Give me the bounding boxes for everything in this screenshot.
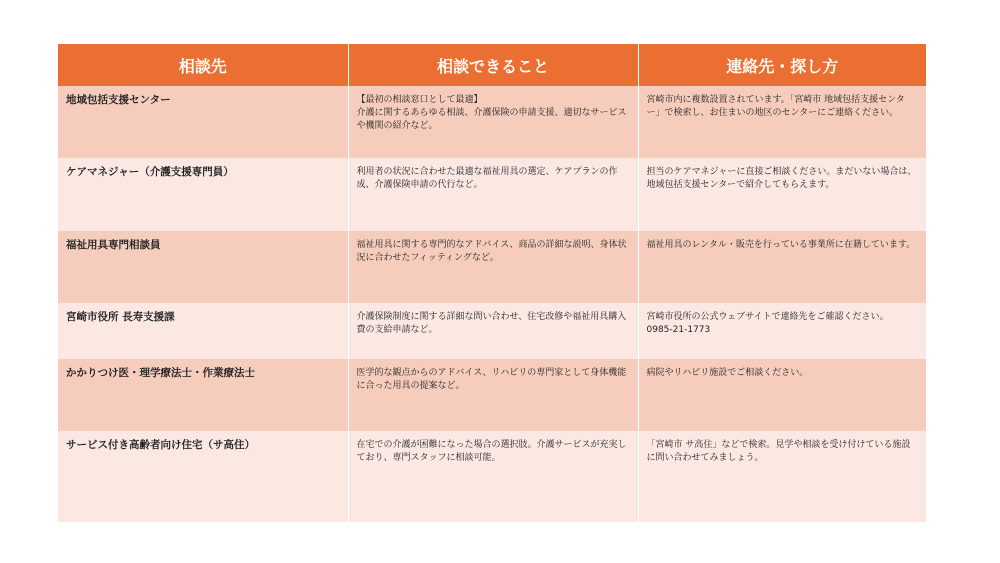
row-name: 宮崎市役所 長寿支援課 bbox=[58, 303, 348, 359]
row-name: 地域包括支援センター bbox=[58, 86, 348, 158]
row-contact: 「宮崎市 サ高住」などで検索。見学や相談を受け付けている施設に問い合わせてみましょう。 bbox=[638, 431, 926, 522]
row-contact: 担当のケアマネジャーに直接ご相談ください。まだいない場合は、地域包括支援センターで紹介してもらえます。 bbox=[638, 158, 926, 231]
row-can-do: 在宅での介護が困難になった場合の選択肢。介護サービスが充実しており、専門スタッフに相談可能。 bbox=[348, 431, 638, 522]
row-name: 福祉用具専門相談員 bbox=[58, 231, 348, 303]
consultation-table bbox=[58, 44, 926, 522]
table-row bbox=[58, 431, 926, 522]
row-contact: 病院やリハビリ施設でご相談ください。 bbox=[638, 359, 926, 431]
row-contact: 宮崎市役所の公式ウェブサイトで連絡先をご確認ください。 0985-21-1773 bbox=[638, 303, 926, 359]
table-row bbox=[58, 86, 926, 158]
row-contact: 福祉用具のレンタル・販売を行っている事業所に在籍しています。 bbox=[638, 231, 926, 303]
header-what-can-be-consulted: 相談できること bbox=[348, 44, 638, 86]
row-name: サービス付き高齢者向け住宅（サ高住） bbox=[58, 431, 348, 522]
table-row bbox=[58, 231, 926, 303]
row-can-do: 【最初の相談窓口として最適】 介護に関するあらゆる相談、介護保険の申請支援、適切なサービスや機関の紹介など。 bbox=[348, 86, 638, 158]
row-name: ケアマネジャー（介護支援専門員） bbox=[58, 158, 348, 231]
row-can-do: 介護保険制度に関する詳細な問い合わせ、住宅改修や福祉用具購入費の支給申請など。 bbox=[348, 303, 638, 359]
row-name: かかりつけ医・理学療法士・作業療法士 bbox=[58, 359, 348, 431]
header-consultation-destination: 相談先 bbox=[58, 44, 348, 86]
row-can-do: 医学的な観点からのアドバイス、リハビリの専門家として身体機能に合った用具の提案など。 bbox=[348, 359, 638, 431]
row-contact: 宮崎市内に複数設置されています。「宮崎市 地域包括支援センター」で検索し、お住まいの地区のセンターにご連絡ください。 bbox=[638, 86, 926, 158]
row-can-do: 利用者の状況に合わせた最適な福祉用具の選定、ケアプランの作成、介護保険申請の代行など。 bbox=[348, 158, 638, 231]
table-row bbox=[58, 158, 926, 231]
row-can-do: 福祉用具に関する専門的なアドバイス、商品の詳細な説明、身体状況に合わせたフィッティングなど。 bbox=[348, 231, 638, 303]
table-header-row bbox=[58, 44, 926, 86]
table-row bbox=[58, 303, 926, 359]
table-row bbox=[58, 359, 926, 431]
header-contact-how-to-find: 連絡先・探し方 bbox=[638, 44, 926, 86]
